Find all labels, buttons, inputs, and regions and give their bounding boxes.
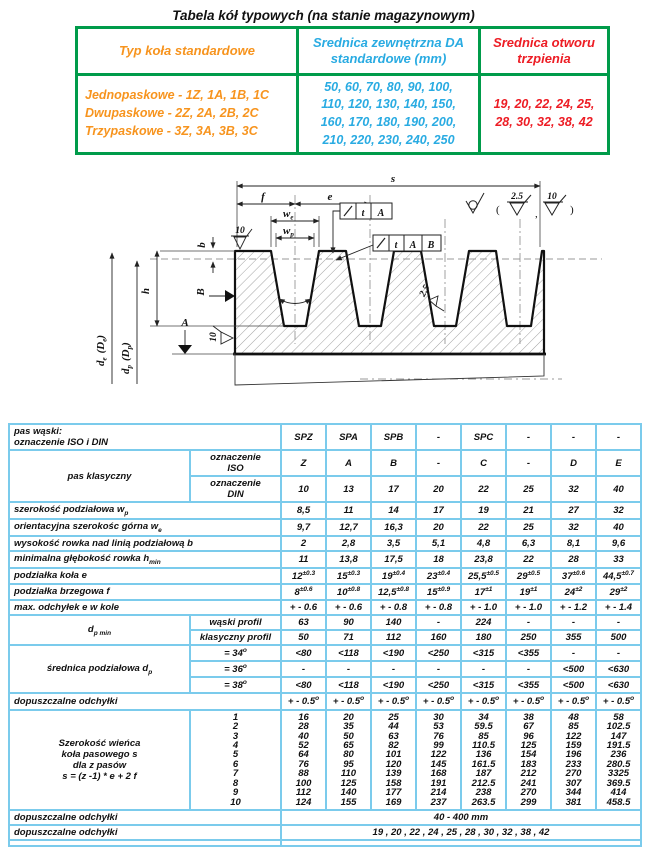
svg-text:t: t [394,240,398,251]
stock-header-row [77,28,609,75]
table-row [9,693,641,709]
spec-cell: + - 0.6 [281,600,326,615]
spec-cell: <118 [326,645,371,661]
spec-sub-label: = $36^o$ [190,661,281,677]
spec-cell: $24^{\pm 2}$ [551,584,596,600]
spec-cell: 30 53 76 99 122 145 168 191 214 237 [416,710,461,811]
table-row [9,450,641,476]
dim-f-label: f [261,191,265,203]
spec-cell: $8^{\pm 0.6}$ [281,584,326,600]
spec-cell: - [596,645,641,661]
spec-cell: 58 102.5 147 191.5 236 280.5 3325 369.5 414 458.5 [596,710,641,811]
spec-sub-label: wąski profil [190,615,281,630]
spec-cell: + - 0.5$^o$ [506,693,551,709]
table-row [9,424,641,450]
spec-cell: 27 [551,502,596,519]
spec-cell: 22 [461,519,506,536]
spec-cell: 40 [596,476,641,502]
spec-sub-label: oznaczenie ISO [190,450,281,476]
spec-row-label: dopuszczalne odchyłki [9,810,281,825]
table-row [9,840,641,846]
dim-b-label: b [196,242,208,248]
spec-cell: + - 1.0 [506,600,551,615]
spec-cell: 40 [596,519,641,536]
dim-s-label: s [390,173,396,185]
spec-group-label: pas klasyczny [9,450,190,502]
pulley-body [233,251,546,385]
spec-cell: 22 [461,476,506,502]
svg-text:B: B [195,288,207,296]
roughness-note [466,192,574,220]
stock-header-type: Typ koła standardowe [77,28,298,75]
spec-cell: 8,5 [281,502,326,519]
spec-cell: 17 [371,476,416,502]
dim-wp-label: $w_p$ [283,225,294,239]
spec-cell: 18 [416,551,461,568]
spec-cell: <355 [506,677,551,693]
spec-cell: $19^{\pm 0.4}$ [371,568,416,584]
spec-cell: <80 [281,677,326,693]
spec-cell: B [371,450,416,476]
datum-B [195,288,235,302]
spec-cell: 17 [416,502,461,519]
spec-cell: 9,7 [281,519,326,536]
spec-cell: 16,3 [371,519,416,536]
svg-text:10: 10 [209,332,219,342]
svg-text:dp(Dp): $d_p(D_p)$ [120,342,134,374]
spec-cell: 48 85 122 159 196 233 270 307 344 381 [551,710,596,811]
spec-cell: 90 [326,615,371,630]
spec-cell: - [416,424,461,450]
spec-cell: 2,8 [326,536,371,551]
spec-row-label: pas wąski: oznaczenie ISO i DIN [9,424,281,450]
svg-text:de(De): $d_e(D_e)$ [95,335,109,366]
spec-cell: Z [281,450,326,476]
dim-e [295,191,370,204]
stock-cell-line: 210, 220, 230, 240, 250 [322,132,455,147]
spec-cell: $10^{\pm 0.8}$ [326,584,371,600]
spec-cell: A [326,450,371,476]
dim-we-label: $w_e$ [283,208,294,222]
pulley-drawing [0,159,647,421]
tolerance-frame-2 [336,235,441,260]
table-row [9,502,641,519]
stock-table [75,26,610,155]
spec-sub-label: = $38^o$ [190,677,281,693]
spec-table [8,423,642,847]
stock-cell [298,75,480,154]
spec-cell: + - 0.8 [371,600,416,615]
spec-cell: $44,5^{\pm 0.7}$ [596,568,641,584]
spec-cell: 250 [506,630,551,645]
spec-cell: + - 1.2 [551,600,596,615]
stock-cell-line: 50, 60, 70, 80, 90, 100, [324,79,453,94]
spec-cell: 14 [371,502,416,519]
spec-cell: 32 [596,502,641,519]
spec-sub-label: oznaczenie DIN [190,476,281,502]
spec-table-body [9,424,641,846]
spec-cell: + - 0.5$^o$ [596,693,641,709]
spec-cell: 20 35 50 65 80 95 110 125 140 155 [326,710,371,811]
spec-cell: 4,8 [461,536,506,551]
spec-cell: SPA [326,424,371,450]
stock-cell-line: 110, 120, 130, 140, 150, [321,97,456,112]
spec-cell: - [551,615,596,630]
spec-cell: <630 [596,677,641,693]
spec-cell: - [461,661,506,677]
spec-cell: $29^{\pm 2}$ [596,584,641,600]
spec-cell: <500 [551,677,596,693]
spec-cell: C [461,450,506,476]
spec-cell: $19^{\pm 1}$ [506,584,551,600]
spec-cell: - [281,661,326,677]
spec-cell: 140 [371,615,416,630]
spec-cell: <355 [506,645,551,661]
spec-cell: SPZ [281,424,326,450]
dim-s [237,173,540,186]
spec-cell: 16 28 40 52 64 76 88 100 112 124 [281,710,326,811]
spec-cell: - [506,450,551,476]
spec-cell: $37^{\pm 0.6}$ [551,568,596,584]
svg-text:): ) [570,204,574,216]
spec-cell: 22 [506,551,551,568]
spec-cell: $12,5^{\pm 0.8}$ [371,584,416,600]
spec-cell: 20 [416,476,461,502]
spec-cell: <315 [461,645,506,661]
spec-cell: <118 [326,677,371,693]
spec-cell [281,840,641,846]
spec-cell: $15^{\pm 0.9}$ [416,584,461,600]
table-row [9,584,641,600]
spec-cell: + - 0.5$^o$ [461,693,506,709]
spec-cell: <315 [461,677,506,693]
spec-cell: 25 [506,519,551,536]
spec-cell: $12^{\pm 0.3}$ [281,568,326,584]
spec-sub-label: = $34^o$ [190,645,281,661]
roughness-left [209,326,233,344]
dim-f [237,191,295,204]
spec-cell: D [551,450,596,476]
spec-cell: 13 [326,476,371,502]
stock-cell-line: 28, 30, 32, 38, 42 [495,115,593,129]
stock-cell-line: Dwupaskowe - 2Z, 2A, 2B, 2C [85,106,259,121]
stock-header-bore: Srednica otworu trzpienia [480,28,609,75]
spec-cell: 5,1 [416,536,461,551]
spec-cell: 38 67 96 125 154 183 212 241 270 299 [506,710,551,811]
roughness-top [231,226,252,249]
table-row [9,536,641,551]
table-row [9,600,641,615]
spec-row-label: podziałka koła e [9,568,281,584]
svg-text:10: 10 [235,226,245,236]
spec-cell: 160 [416,630,461,645]
stock-cell [480,75,609,154]
spec-row-label [9,840,281,846]
spec-row-label: podziałka brzegowa f [9,584,281,600]
spec-cell: - [371,661,416,677]
spec-sub-label: 1 2 3 4 5 6 7 8 9 10 [190,710,281,811]
spec-cell: $29^{\pm 0.5}$ [506,568,551,584]
spec-cell: 500 [596,630,641,645]
spec-row-label: max. odchyłek e w kole [9,600,281,615]
spec-cell: 180 [461,630,506,645]
spec-cell: + - 0.5$^o$ [281,693,326,709]
dim-dp [120,261,137,384]
spec-cell: 17,5 [371,551,416,568]
spec-span-value: 19 , 20 , 22 , 24 , 25 , 28 , 30 , 32 , 38 , 42 [281,825,641,840]
spec-cell: <500 [551,661,596,677]
spec-cell: 355 [551,630,596,645]
spec-cell: 50 [281,630,326,645]
spec-cell: 28 [551,551,596,568]
spec-cell: 9,6 [596,536,641,551]
spec-cell: <630 [596,661,641,677]
spec-cell: - [596,424,641,450]
spec-row-label: szerokość podziałowa $w_p$ [9,502,281,519]
svg-text:t: t [361,208,365,219]
spec-cell: 12,7 [326,519,371,536]
spec-cell: + - 0.6 [326,600,371,615]
spec-cell: <80 [281,645,326,661]
dim-de [95,253,112,384]
stock-cell [77,75,298,154]
spec-cell: + - 1.4 [596,600,641,615]
spec-group-label: Szerokość wieńca koła pasowego s dla z pasów s = (z -1) * e + 2 f [9,710,190,811]
spec-row-label: wysokość rowka nad linią podziałową b [9,536,281,551]
stock-cell-line: 160, 170, 180, 190, 200, [320,115,457,129]
spec-cell: <250 [416,645,461,661]
dim-h-label: h [140,287,152,295]
spec-cell: + - 0.5$^o$ [371,693,416,709]
spec-cell: $15^{\pm 0.3}$ [326,568,371,584]
spec-cell: 25 [506,476,551,502]
spec-cell: 71 [326,630,371,645]
spec-sub-label: klasyczny profil [190,630,281,645]
spec-cell: 33 [596,551,641,568]
table-row [9,810,641,825]
spec-cell: 224 [461,615,506,630]
svg-text:B: B [427,240,435,251]
spec-row-label: dopuszczalne odchyłki [9,693,281,709]
spec-cell: <190 [371,645,416,661]
spec-cell: 11 [281,551,326,568]
spec-cell: 10 [281,476,326,502]
stock-cell-line: 19, 20, 22, 24, 25, [493,97,595,112]
spec-cell: 3,5 [371,536,416,551]
spec-row-label: orientacyjna szerokośc górna $w_e$ [9,519,281,536]
spec-cell: 34 59.5 85 110.5 136 161.5 187 212.5 238 263.5 [461,710,506,811]
spec-cell: 63 [281,615,326,630]
table-row [9,568,641,584]
spec-cell: 32 [551,519,596,536]
stock-data-row [77,75,609,154]
datum-A [178,317,192,354]
hub-outline [235,354,544,385]
spec-cell: + - 1.0 [461,600,506,615]
spec-cell: - [551,645,596,661]
spec-cell: + - 0.5$^o$ [416,693,461,709]
spec-cell: 8,1 [551,536,596,551]
svg-text:2,5: 2,5 [418,283,433,299]
spec-cell: - [596,615,641,630]
table-row [9,615,641,630]
spec-cell: - [506,661,551,677]
dim-h [140,251,157,326]
table-row [9,645,641,661]
spec-cell: + - 0.8 [416,600,461,615]
stock-cell-line: Trzypaskowe - 3Z, 3A, 3B, 3C [85,123,258,138]
spec-cell: 19 [461,502,506,519]
spec-row-label: dopuszczalne odchyłki [9,825,281,840]
svg-text:2.5: 2.5 [511,192,523,202]
spec-cell: - [506,615,551,630]
spec-cell: 20 [416,519,461,536]
svg-text:A: A [377,208,385,219]
spec-cell: - [416,450,461,476]
dim-b [196,237,213,273]
spec-cell: 23,8 [461,551,506,568]
spec-cell: - [416,615,461,630]
spec-cell: 2 [281,536,326,551]
spec-cell: 32 [551,476,596,502]
table-row [9,519,641,536]
stock-header-outer-diameter: Srednica zewnętrzna DA standardowe (mm) [298,28,480,75]
spec-cell: - [551,424,596,450]
spec-cell: <250 [416,677,461,693]
spec-cell: - [506,424,551,450]
spec-cell: 6,3 [506,536,551,551]
stock-cell-line: Jednopaskowe - 1Z, 1A, 1B, 1C [85,88,270,103]
page-title: Tabela kół typowych (na stanie magazynowym) [172,8,475,23]
spec-cell: SPC [461,424,506,450]
spec-cell: <190 [371,677,416,693]
spec-cell: $17^{\pm 1}$ [461,584,506,600]
spec-group-label: średnica podziałowa $d_p$ [9,645,190,693]
spec-cell: SPB [371,424,416,450]
spec-span-value: 40 - 400 mm [281,810,641,825]
dim-e-label: e [327,191,333,203]
spec-cell: 25 44 63 82 101 120 139 158 177 169 [371,710,416,811]
spec-cell: 13,8 [326,551,371,568]
table-row [9,710,641,811]
spec-cell: $25,5^{\pm 0.5}$ [461,568,506,584]
spec-group-label: $d_{p min}$ [9,615,190,645]
svg-text:A: A [409,240,417,251]
spec-cell: - [326,661,371,677]
table-row [9,551,641,568]
spec-row-label: minimalna głębokość rowka $h_{min}$ [9,551,281,568]
table-row [9,825,641,840]
spec-cell: + - 0.5$^o$ [551,693,596,709]
svg-text:(: ( [496,204,500,216]
spec-cell: E [596,450,641,476]
spec-cell: $23^{\pm 0.4}$ [416,568,461,584]
spec-cell: + - 0.5$^o$ [326,693,371,709]
spec-cell: 112 [371,630,416,645]
spec-cell: - [416,661,461,677]
svg-text:,: , [535,208,538,220]
spec-cell: 21 [506,502,551,519]
spec-cell: 11 [326,502,371,519]
svg-text:A: A [181,317,189,329]
svg-text:10: 10 [547,192,557,202]
